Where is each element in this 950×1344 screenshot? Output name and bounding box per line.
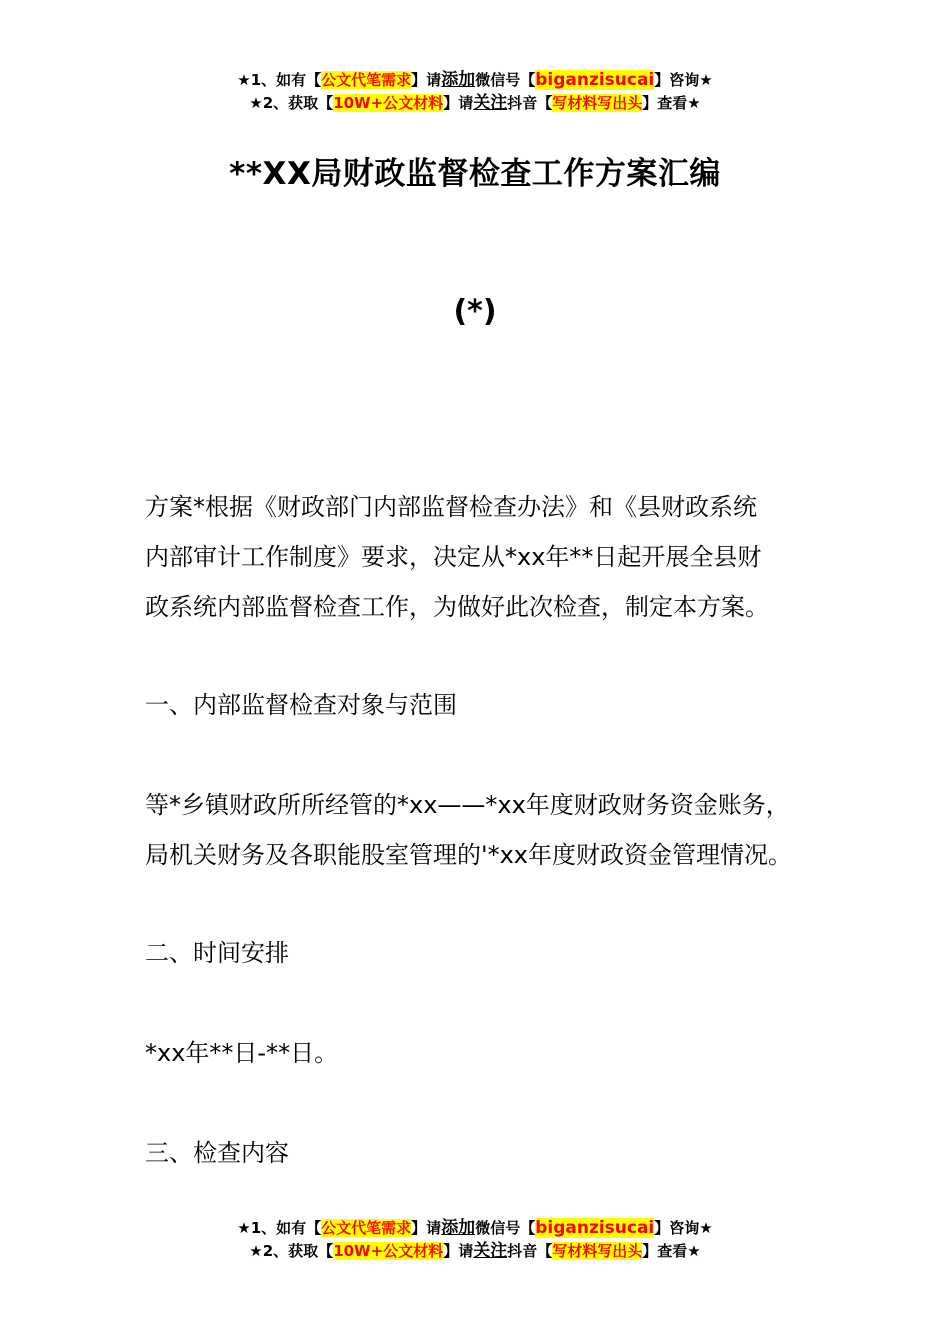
intro-paragraph <box>145 482 825 632</box>
banner-line-1: ★1、如有【公文代笔需求】请添加微信号【biganzisucai】咨询★ <box>237 70 713 90</box>
section-heading-3: 三、检查内容 <box>145 1139 289 1167</box>
section-heading-2: 二、时间安排 <box>145 939 289 967</box>
highlight-materials: 10W+公文材料 <box>333 94 444 112</box>
underlined-follow: 关注 <box>473 1241 508 1261</box>
underlined-add: 添加 <box>441 1218 476 1238</box>
underlined-add: 添加 <box>441 70 476 90</box>
star-icon: ★ <box>237 71 251 89</box>
highlight-douyin: 写材料写出头 <box>552 1242 643 1260</box>
top-banner <box>0 69 950 115</box>
highlight-douyin: 写材料写出头 <box>552 94 643 112</box>
highlight-service: 公文代笔需求 <box>321 71 412 89</box>
highlight-materials: 10W+公文材料 <box>333 1242 444 1260</box>
star-icon: ★ <box>687 94 701 112</box>
star-icon: ★ <box>699 71 713 89</box>
underlined-follow: 关注 <box>473 93 508 113</box>
document-subtitle: (*) <box>453 294 497 329</box>
scope-line-2: 局机关财务及各职能股室管理的'*xx年度财政资金管理情况。 <box>145 841 793 869</box>
intro-line-3: 政系统内部监督检查工作，为做好此次检查，制定本方案。 <box>145 593 769 621</box>
banner-line-2: ★2、获取【10W+公文材料】请关注抖音【写材料写出头】查看★ <box>249 93 701 113</box>
star-icon: ★ <box>249 94 263 112</box>
scope-paragraph <box>145 780 845 880</box>
banner-line-1: ★1、如有【公文代笔需求】请添加微信号【biganzisucai】咨询★ <box>237 1218 713 1238</box>
scope-line-1: 等*乡镇财政所所经管的*xx——*xx年度财政财务资金账务， <box>145 791 790 819</box>
intro-line-1: 方案*根据《财政部门内部监督检查办法》和《县财政系统 <box>145 493 757 521</box>
star-icon: ★ <box>687 1242 701 1260</box>
star-icon: ★ <box>699 1219 713 1237</box>
highlight-wechat-id: biganzisucai <box>535 1218 655 1238</box>
bottom-banner <box>0 1217 950 1263</box>
star-icon: ★ <box>249 1242 263 1260</box>
intro-line-2: 内部审计工作制度》要求，决定从*xx年**日起开展全县财 <box>145 543 762 571</box>
highlight-service: 公文代笔需求 <box>321 1219 412 1237</box>
banner-line-2: ★2、获取【10W+公文材料】请关注抖音【写材料写出头】查看★ <box>249 1241 701 1261</box>
time-paragraph: *xx年**日-**日。 <box>145 1039 339 1067</box>
section-heading-1: 一、内部监督检查对象与范围 <box>145 691 457 719</box>
document-title: **XX局财政监督检查工作方案汇编 <box>229 156 721 192</box>
star-icon: ★ <box>237 1219 251 1237</box>
highlight-wechat-id: biganzisucai <box>535 70 655 90</box>
